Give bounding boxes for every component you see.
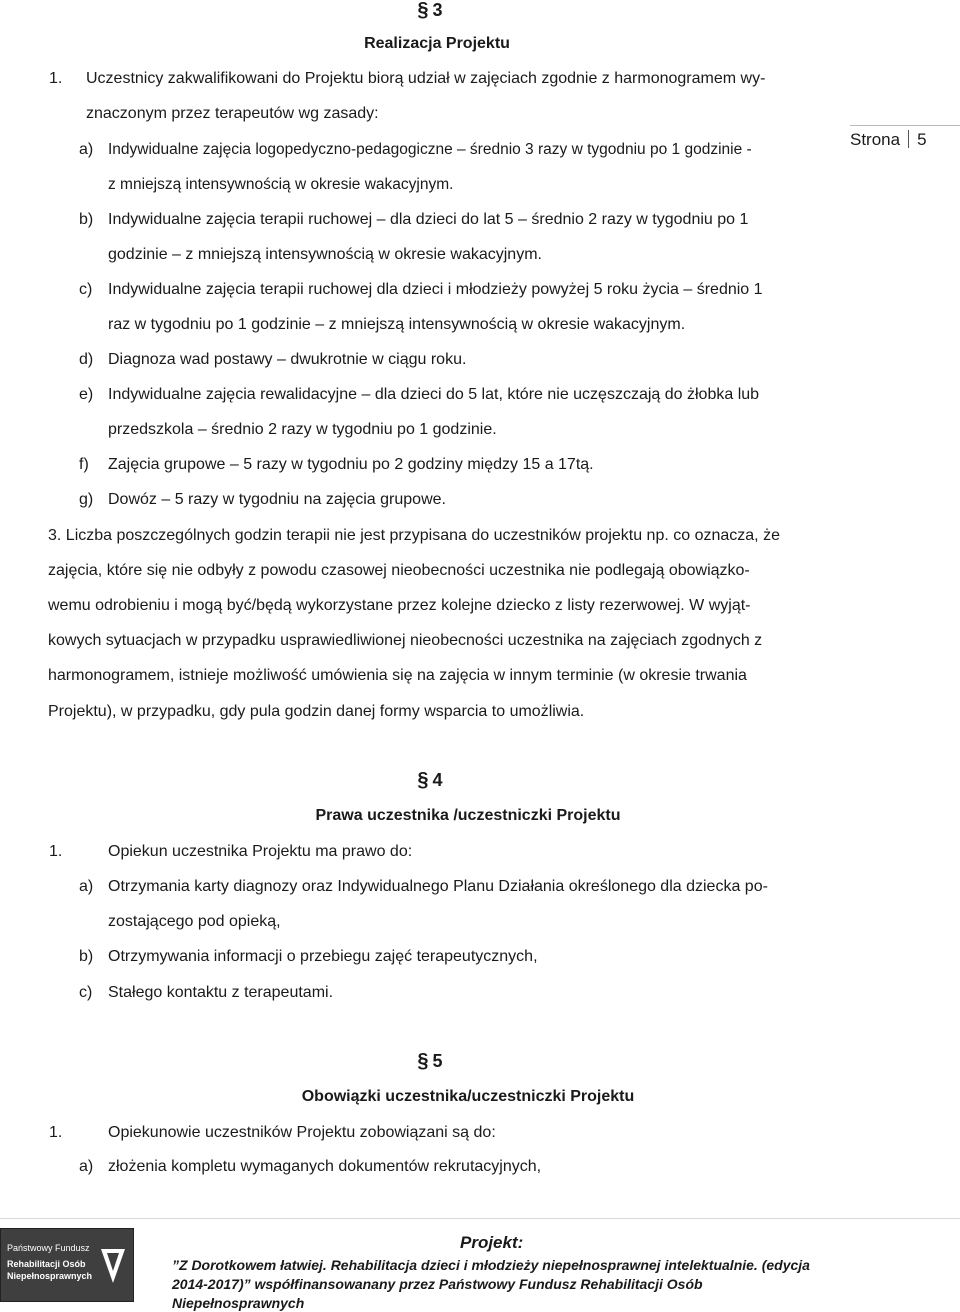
section-3-title: Realizacja Projektu [364, 35, 510, 52]
list-item-text: Zajęcia grupowe – 5 razy w tygodniu po 2 godziny między 15 a 17tą. [108, 456, 594, 473]
list-item-label: b) [79, 211, 94, 228]
list-item-label: a) [79, 1158, 94, 1175]
section-number: 5 [432, 1051, 443, 1071]
logo-text-line: Niepełnosprawnych [7, 1271, 93, 1281]
logo-emblem-icon [99, 1247, 127, 1285]
paragraph-text-line: Opiekunowie uczestników Projektu zobowiązani są do: [108, 1124, 496, 1141]
list-item-text: Otrzymania karty diagnozy oraz Indywidualnego Planu Działania określonego dla dziecka po- [108, 878, 768, 895]
footer-project-line: ”Z Dorotkowem łatwiej. Rehabilitacja dzieci i młodzieży niepełnosprawnej intelektualnie. (edycja [172, 1257, 810, 1273]
list-item-label: d) [79, 351, 94, 368]
page-number [850, 130, 927, 150]
list-item-label: e) [79, 386, 94, 403]
list-item-text: godzinie – z mniejszą intensywnością w okresie wakacyjnym. [108, 246, 542, 263]
list-item-text: Stałego kontaktu z terapeutami. [108, 984, 334, 1001]
list-item-text: z mniejszą intensywnością w okresie wakacyjnym. [108, 176, 454, 193]
paragraph-number: 1. [49, 1124, 63, 1141]
section-5-title: Obowiązki uczestnika/uczestniczki Projektu [301, 1088, 635, 1105]
list-item-text: Indywidualne zajęcia terapii ruchowej dla dzieci i młodzieży powyżej 5 roku życia – średnio 1 [108, 281, 763, 298]
section-number: 4 [432, 770, 443, 790]
paragraph-number: 1. [49, 70, 63, 87]
list-item-text: Indywidualne zajęcia terapii ruchowej – dla dzieci do lat 5 – średnio 2 razy w tygodniu po 1 [108, 211, 749, 228]
footer-project-line: Niepełnosprawnych [172, 1295, 305, 1311]
list-item-text: Diagnoza wad postawy – dwukrotnie w ciągu roku. [108, 351, 467, 368]
pfron-logo [0, 1228, 134, 1302]
footer-project-line: 2014-2017)” współfinansowanany przez Państwowy Fundusz Rehabilitacji Osób [172, 1276, 703, 1292]
paragraph-3-line: 3. Liczba poszczególnych godzin terapii nie jest przypisana do uczestników projektu np. co oznacza, że [48, 527, 780, 544]
section-sign: § [417, 769, 429, 791]
section-sign: § [417, 0, 429, 21]
section-4-title: Prawa uczestnika /uczestniczki Projektu [315, 807, 621, 824]
logo-text-line: Państwowy Fundusz [7, 1243, 90, 1253]
list-item-label: a) [79, 141, 94, 158]
list-item-label: g) [79, 491, 94, 508]
paragraph-3-line: Projektu), w przypadku, gdy pula godzin danej formy wsparcia to umożliwia. [48, 703, 585, 720]
list-item-text: zostającego pod opieką, [108, 913, 281, 930]
list-item-label: c) [79, 281, 93, 298]
footer-project-label: Projekt: [460, 1233, 524, 1252]
page-number-divider [850, 125, 960, 126]
section-5-heading [380, 1051, 480, 1071]
paragraph-text-line: Opiekun uczestnika Projektu ma prawo do: [108, 843, 413, 860]
paragraph-3-line: kowych sytuacjach w przypadku usprawiedliwionej nieobecności uczestnika na zajęciach zgodnych z [48, 632, 763, 649]
section-3-heading [380, 0, 480, 20]
list-item-text: przedszkola – średnio 2 razy w tygodniu po 1 godzinie. [108, 421, 497, 438]
section-sign: § [417, 1050, 429, 1072]
page-number-separator [908, 130, 909, 148]
list-item-label: f) [79, 456, 89, 473]
section-number: 3 [432, 0, 443, 20]
page-number-label: Strona [850, 130, 901, 149]
page-number-value: 5 [917, 130, 927, 149]
paragraph-text-line: znaczonym przez terapeutów wg zasady: [86, 105, 379, 122]
paragraph-3-line: harmonogramem, istnieje możliwość umówienia się na zajęcia w innym terminie (w okresie trwania [48, 667, 747, 684]
list-item-text: Indywidualne zajęcia logopedyczno-pedagogiczne – średnio 3 razy w tygodniu po 1 godzinie - [108, 141, 752, 158]
list-item-label: b) [79, 948, 94, 965]
section-4-heading [380, 770, 480, 790]
paragraph-3-line: wemu odrobieniu i mogą być/będą wykorzystane przez kolejne dziecko z listy rezerwowej. W wyjąt- [48, 597, 751, 614]
paragraph-number: 1. [49, 843, 63, 860]
list-item-text: Dowóz – 5 razy w tygodniu na zajęcia grupowe. [108, 491, 446, 508]
footer-divider [0, 1218, 960, 1219]
list-item-text: złożenia kompletu wymaganych dokumentów rekrutacyjnych, [108, 1158, 542, 1175]
list-item-text: Indywidualne zajęcia rewalidacyjne – dla dzieci do 5 lat, które nie uczęszczają do żłobka lub [108, 386, 760, 403]
list-item-label: c) [79, 984, 93, 1001]
paragraph-text-line: Uczestnicy zakwalifikowani do Projektu biorą udział w zajęciach zgodnie z harmonogramem wy- [86, 70, 766, 87]
logo-text-line: Rehabilitacji Osób [7, 1259, 86, 1269]
list-item-text: Otrzymywania informacji o przebiegu zajęć terapeutycznych, [108, 948, 538, 965]
list-item-label: a) [79, 878, 94, 895]
paragraph-3-line: zajęcia, które się nie odbyły z powodu czasowej nieobecności uczestnika nie podlegają obowiązko- [48, 562, 750, 579]
list-item-text: raz w tygodniu po 1 godzinie – z mniejszą intensywnością w okresie wakacyjnym. [108, 316, 686, 333]
